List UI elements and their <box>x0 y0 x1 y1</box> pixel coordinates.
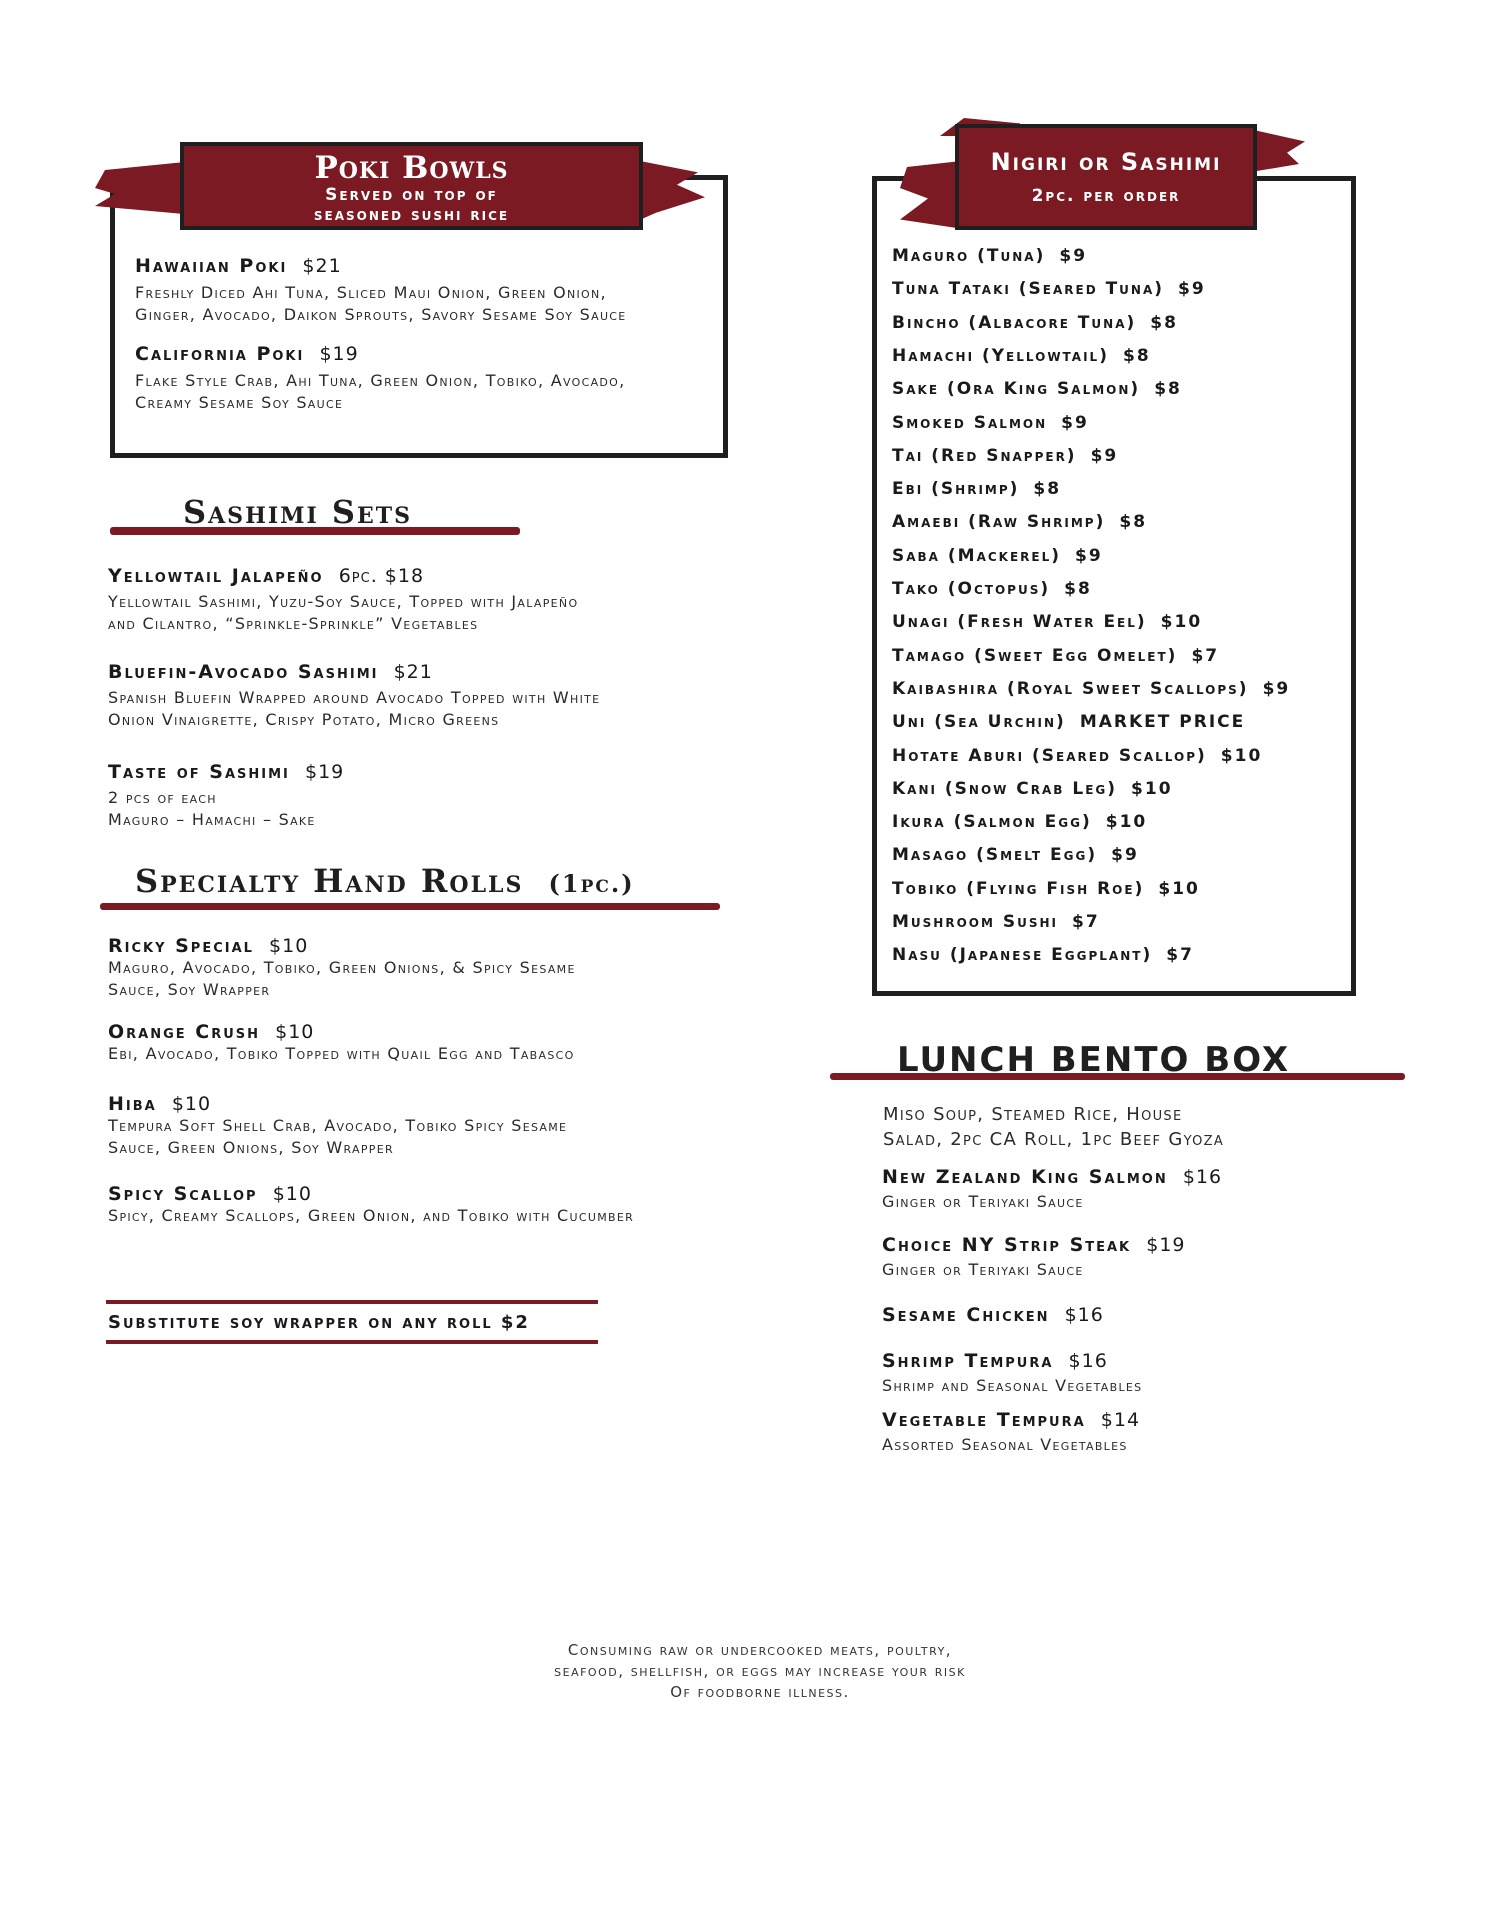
item-name: Hotate Aburi (Seared Scallop) <box>892 746 1207 766</box>
item-price: $9 <box>1090 446 1119 466</box>
hand-rolls-title-text: Specialty Hand Rolls <box>135 862 524 900</box>
item-name: Maguro (Tuna) <box>892 246 1046 266</box>
item-price: $8 <box>1119 512 1148 532</box>
item-price: $10 <box>171 1093 212 1115</box>
item-price: $8 <box>1033 479 1062 499</box>
item-desc: Creamy Sesame Soy Sauce <box>135 393 344 412</box>
menu-item <box>882 1234 1186 1281</box>
item-name: Vegetable Tempura <box>882 1409 1086 1431</box>
substitute-note: Substitute soy wrapper on any roll $2 <box>108 1312 530 1333</box>
item-name: Mushroom Sushi <box>892 912 1058 932</box>
nigiri-item <box>892 945 1194 965</box>
nigiri-item <box>892 512 1147 532</box>
hand-rolls-title-suffix: (1pc.) <box>548 869 635 898</box>
title-brush <box>100 903 720 910</box>
item-name: Saba (Mackerel) <box>892 546 1062 566</box>
item-name: New Zealand King Salmon <box>882 1166 1168 1188</box>
nigiri-item <box>892 346 1151 366</box>
nigiri-item <box>892 779 1173 799</box>
item-desc: Yellowtail Sashimi, Yuzu-Soy Sauce, Topped with Jalapeño <box>108 592 579 611</box>
item-name: Tai (Red Snapper) <box>892 446 1077 466</box>
item-name: Sesame Chicken <box>882 1304 1050 1326</box>
menu-item <box>882 1409 1140 1456</box>
item-price: $9 <box>1262 679 1291 699</box>
item-price: $21 <box>393 661 433 683</box>
sashimi-sets-title: Sashimi Sets <box>183 493 413 531</box>
item-price: $19 <box>305 761 345 783</box>
menu-item <box>882 1350 1142 1397</box>
item-price: $9 <box>1178 279 1206 299</box>
bento-intro <box>883 1102 1224 1152</box>
bento-intro-line: Miso Soup, Steamed Rice, House <box>883 1104 1183 1125</box>
item-desc: Ginger or Teriyaki Sauce <box>882 1192 1084 1211</box>
item-name: Ikura (Salmon Egg) <box>892 812 1092 832</box>
item-name: Tamago (Sweet Egg Omelet) <box>892 646 1178 666</box>
item-name: Bincho (Albacore Tuna) <box>892 313 1137 333</box>
item-price: $19 <box>319 343 359 365</box>
item-price: 6pc. $18 <box>338 565 425 587</box>
disclaimer-line: Of foodborne illness. <box>670 1683 850 1701</box>
item-desc: 2 pcs of each <box>108 788 217 807</box>
item-price: $10 <box>269 935 309 957</box>
item-price: $16 <box>1182 1166 1223 1188</box>
item-name: Masago (Smelt Egg) <box>892 845 1098 865</box>
item-name: Shrimp Tempura <box>882 1350 1054 1372</box>
item-desc: Ginger or Teriyaki Sauce <box>882 1260 1084 1279</box>
frame-segment <box>1255 176 1356 181</box>
nigiri-item <box>892 413 1089 433</box>
item-desc: Spanish Bluefin Wrapped around Avocado Topped with White <box>108 688 601 707</box>
item-price: $9 <box>1061 413 1089 433</box>
menu-item <box>135 255 627 326</box>
poki-title: Poki Bowls <box>314 150 509 186</box>
item-name: Bluefin-Avocado Sashimi <box>108 661 379 683</box>
nigiri-item <box>892 246 1087 266</box>
menu-item <box>135 343 626 414</box>
item-price: $10 <box>1105 812 1148 832</box>
item-price: $10 <box>1160 612 1203 632</box>
nigiri-item <box>892 446 1118 466</box>
bento-intro-line: Salad, 2pc CA Roll, 1pc Beef Gyoza <box>883 1129 1225 1150</box>
item-desc: Ebi, Avocado, Tobiko Topped with Quail Egg and Tabasco <box>108 1044 575 1063</box>
item-price: $7 <box>1191 646 1220 666</box>
item-price: $10 <box>1220 746 1263 766</box>
item-price: $8 <box>1064 579 1092 599</box>
item-price: $21 <box>302 255 342 277</box>
item-name: Hiba <box>108 1093 157 1115</box>
menu-item <box>108 1183 634 1227</box>
item-name: Choice NY Strip Steak <box>882 1234 1132 1256</box>
item-name: Smoked Salmon <box>892 413 1048 433</box>
item-desc: Tempura Soft Shell Crab, Avocado, Tobiko Spicy Sesame <box>108 1116 568 1135</box>
nigiri-item <box>892 712 1245 732</box>
nigiri-item <box>892 579 1092 599</box>
item-desc: Onion Vinaigrette, Crispy Potato, Micro Greens <box>108 710 500 729</box>
nigiri-item <box>892 679 1290 699</box>
item-desc: Sauce, Green Onions, Soy Wrapper <box>108 1138 394 1157</box>
nigiri-item <box>892 746 1262 766</box>
item-name: Unagi (Fresh Water Eel) <box>892 612 1147 632</box>
item-price: $8 <box>1122 346 1151 366</box>
item-name: Taste of Sashimi <box>108 761 290 783</box>
item-price: $8 <box>1150 313 1178 333</box>
item-price: $8 <box>1154 379 1182 399</box>
item-name: Hamachi (Yellowtail) <box>892 346 1109 366</box>
disclaimer-line: seafood, shellfish, or eggs may increase your risk <box>554 1662 966 1680</box>
item-desc: Assorted Seasonal Vegetables <box>882 1435 1128 1454</box>
item-price: $7 <box>1166 945 1194 965</box>
item-desc: Sauce, Soy Wrapper <box>108 980 271 999</box>
poki-subtitle-1: Served on top of <box>325 185 498 205</box>
item-name: Kaibashira (Royal Sweet Scallops) <box>892 679 1249 699</box>
item-price: $10 <box>275 1021 315 1043</box>
item-name: Orange Crush <box>108 1021 261 1043</box>
item-name: Nasu (Japanese Eggplant) <box>892 945 1153 965</box>
nigiri-item <box>892 313 1178 333</box>
poki-header <box>180 142 643 230</box>
nigiri-item <box>892 646 1219 666</box>
item-desc: Flake Style Crab, Ahi Tuna, Green Onion, Tobiko, Avocado, <box>135 371 626 390</box>
nigiri-item <box>892 812 1147 832</box>
disclaimer-line: Consuming raw or undercooked meats, poultry, <box>567 1641 953 1659</box>
item-price: $10 <box>1131 779 1173 799</box>
menu-item <box>108 661 600 731</box>
menu-item <box>882 1166 1222 1213</box>
item-price: $10 <box>272 1183 312 1205</box>
item-name: Ricky Special <box>108 935 254 957</box>
item-name: Ebi (Shrimp) <box>892 479 1020 499</box>
item-name: Tobiko (Flying Fish Roe) <box>892 879 1145 899</box>
poki-subtitle-2: seasoned sushi rice <box>313 205 510 225</box>
item-price: $10 <box>1158 879 1200 899</box>
divider <box>106 1340 598 1344</box>
item-name: Amaebi (Raw Shrimp) <box>892 512 1106 532</box>
item-desc: Maguro – Hamachi – Sake <box>108 810 316 829</box>
item-name: Uni (Sea Urchin) <box>892 712 1066 732</box>
item-desc: Shrimp and Seasonal Vegetables <box>882 1376 1143 1395</box>
item-price: $7 <box>1072 912 1100 932</box>
nigiri-header <box>955 124 1257 230</box>
menu-item <box>108 1021 575 1065</box>
nigiri-item <box>892 379 1182 399</box>
nigiri-subtitle: 2pc. per order <box>1031 186 1181 206</box>
item-desc: Spicy, Creamy Scallops, Green Onion, and Tobiko with Cucumber <box>108 1206 635 1225</box>
bento-title: LUNCH BENTO BOX <box>897 1040 1291 1080</box>
nigiri-item <box>892 612 1202 632</box>
item-name: Sake (Ora King Salmon) <box>892 379 1141 399</box>
item-price: $9 <box>1075 546 1103 566</box>
item-price: MARKET PRICE <box>1079 712 1246 732</box>
item-name: Hawaiian Poki <box>135 255 288 277</box>
item-name: Yellowtail Jalapeño <box>108 565 324 587</box>
divider <box>106 1300 598 1304</box>
item-price: $16 <box>1064 1304 1104 1326</box>
item-price: $16 <box>1068 1350 1108 1372</box>
menu-item <box>108 761 344 831</box>
item-name: Tako (Octopus) <box>892 579 1051 599</box>
item-desc: and Cilantro, “Sprinkle-Sprinkle” Vegetables <box>108 614 479 633</box>
item-price: $9 <box>1111 845 1139 865</box>
item-name: Spicy Scallop <box>108 1183 258 1205</box>
item-desc: Ginger, Avocado, Daikon Sprouts, Savory Sesame Soy Sauce <box>135 305 627 324</box>
nigiri-item <box>892 912 1100 932</box>
item-name: Kani (Snow Crab Leg) <box>892 779 1118 799</box>
menu-item <box>108 565 578 635</box>
hand-rolls-title <box>135 862 635 900</box>
menu-item <box>108 935 576 1001</box>
item-desc: Freshly Diced Ahi Tuna, Sliced Maui Onion, Green Onion, <box>135 283 607 302</box>
item-desc: Maguro, Avocado, Tobiko, Green Onions, & Spicy Sesame <box>108 958 576 977</box>
nigiri-item <box>892 479 1061 499</box>
menu-item <box>882 1304 1104 1326</box>
item-price: $9 <box>1059 246 1088 266</box>
nigiri-item <box>892 546 1103 566</box>
nigiri-item <box>892 879 1200 899</box>
menu-item <box>108 1093 567 1159</box>
nigiri-item <box>892 845 1139 865</box>
nigiri-item <box>892 279 1206 299</box>
item-price: $19 <box>1146 1234 1186 1256</box>
item-price: $14 <box>1100 1409 1141 1431</box>
health-disclaimer <box>480 1640 1040 1703</box>
item-name: California Poki <box>135 343 305 365</box>
nigiri-title: Nigiri or Sashimi <box>990 148 1222 176</box>
item-name: Tuna Tataki (Seared Tuna) <box>892 279 1165 299</box>
